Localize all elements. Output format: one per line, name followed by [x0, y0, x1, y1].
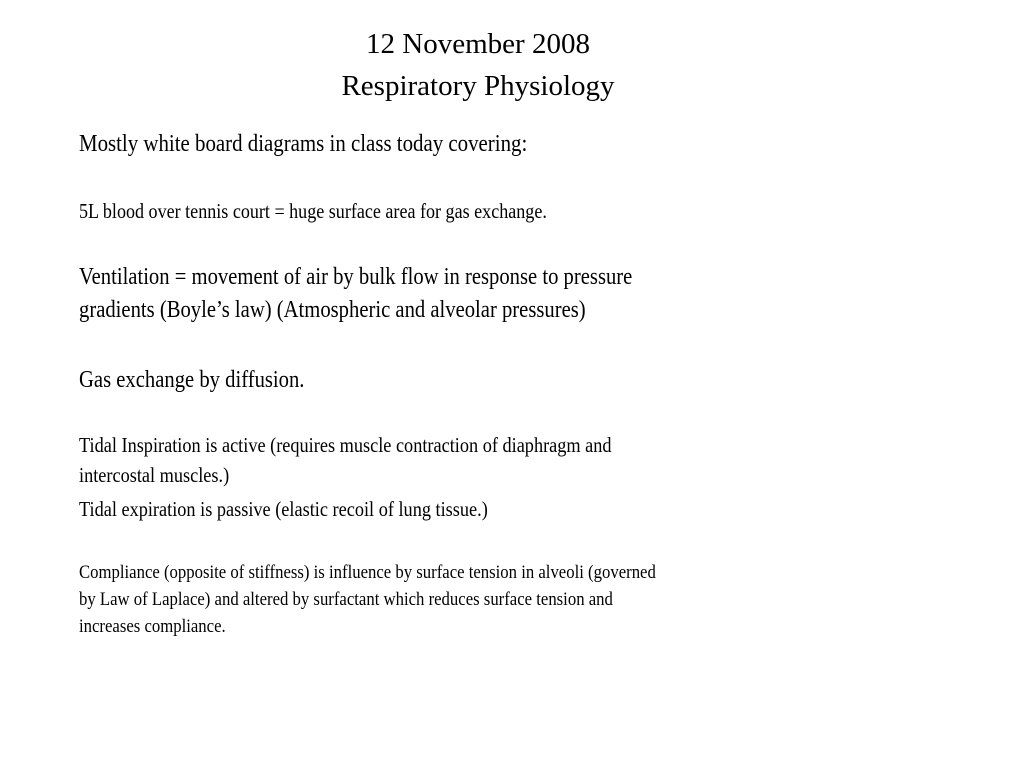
slide-date-title: 12 November 2008 — [366, 28, 590, 60]
slide-topic-title: Respiratory Physiology — [341, 70, 615, 102]
ventilation-text-line-2: gradients (Boyle’s law) (Atmospheric and alveolar pressures) — [79, 297, 586, 323]
intro-text: Mostly white board diagrams in class today covering: — [79, 131, 528, 157]
compliance-text-line-3: increases compliance. — [79, 616, 226, 637]
surface-area-text: 5L blood over tennis court = huge surface area for gas exchange. — [79, 199, 547, 223]
tidal-expiration-text: Tidal expiration is passive (elastic recoil of lung tissue.) — [79, 497, 488, 521]
tidal-inspiration-text-line-2: intercostal muscles.) — [79, 463, 230, 487]
compliance-text-line-1: Compliance (opposite of stiffness) is influence by surface tension in alveoli (governed — [79, 562, 656, 583]
gas-exchange-text: Gas exchange by diffusion. — [79, 367, 305, 393]
tidal-inspiration-text-line-1: Tidal Inspiration is active (requires muscle contraction of diaphragm and — [79, 433, 612, 457]
ventilation-text-line-1: Ventilation = movement of air by bulk flow in response to pressure — [79, 264, 633, 290]
compliance-text-line-2: by Law of Laplace) and altered by surfactant which reduces surface tension and — [79, 589, 613, 610]
